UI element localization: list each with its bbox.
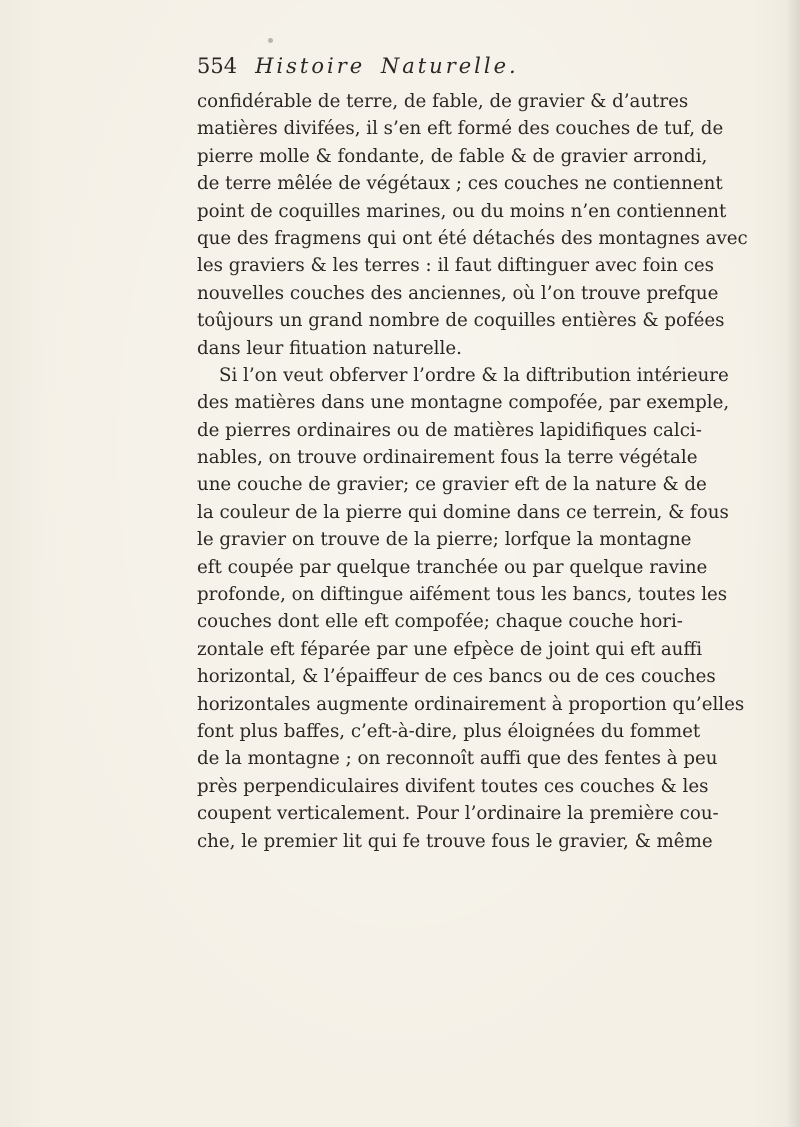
text-line: che, le premier lit qui fe trouve fous le gravier, & même (197, 830, 713, 852)
text-line: matières divifées, il s’en eft formé des couches de tuf, de (197, 118, 724, 140)
text-line: de pierres ordinaires ou de matières lapidifiques calci- (197, 419, 702, 441)
text-line: des matières dans une montagne compofée, par exemple, (197, 392, 730, 414)
text-line: horizontal, & l’épaiffeur de ces bancs ou de ces couches (197, 666, 716, 688)
text-line: nables, on trouve ordinairement fous la terre végétale (197, 447, 698, 469)
page-number: 554 (197, 54, 238, 78)
text-line: font plus baffes, c’eft-à-dire, plus éloignées du fommet (197, 720, 701, 742)
text-line: nouvelles couches des anciennes, où l’on trouve prefque (197, 282, 719, 304)
text-line: que des fragmens qui ont été détachés des montagnes avec (197, 227, 748, 249)
text-line: une couche de gravier; ce gravier eft de la nature & de (197, 474, 707, 496)
text-line: confidérable de terre, de fable, de gravier & d’autres (197, 91, 689, 112)
text-line: de terre mêlée de végétaux ; ces couches ne contiennent (197, 173, 723, 195)
text-line: eft coupée par quelque tranchée ou par quelque ravine (197, 556, 708, 578)
text-line: les graviers & les terres : il faut diftinguer avec foin ces (197, 255, 714, 277)
text-line: coupent verticalement. Pour l’ordinaire la première cou- (197, 803, 719, 825)
text-line: près perpendiculaires divifent toutes ces couches & les (197, 775, 709, 797)
page-edge-shadow (786, 0, 800, 1127)
paragraph-start-line: Si l’on veut obferver l’ordre & la diftribution intérieure (219, 364, 729, 386)
text-line: la couleur de la pierre qui domine dans ce terrein, & fous (197, 501, 729, 523)
text-line: dans leur fituation naturelle. (197, 337, 462, 359)
running-title: Histoire Naturelle. (255, 54, 519, 78)
text-line: de la montagne ; on reconnoît auffi que des fentes à peu (197, 748, 718, 770)
text-line: zontale eft féparée par une efpèce de joint qui eft auffi (197, 638, 703, 660)
text-line: couches dont elle eft compofée; chaque couche hori- (197, 611, 683, 633)
text-line: toûjours un grand nombre de coquilles entières & pofées (197, 310, 725, 332)
body-text (197, 88, 748, 855)
text-line: profonde, on diftingue aifément tous les bancs, toutes les (197, 584, 728, 606)
ink-spot (268, 38, 273, 43)
text-line: pierre molle & fondante, de fable & de gravier arrondi, (197, 145, 708, 167)
text-line: point de coquilles marines, ou du moins n’en contiennent (197, 200, 727, 222)
text-line: le gravier on trouve de la pierre; lorfque la montagne (197, 529, 692, 551)
text-line: horizontales augmente ordinairement à proportion qu’elles (197, 693, 745, 715)
page-header (197, 54, 637, 86)
